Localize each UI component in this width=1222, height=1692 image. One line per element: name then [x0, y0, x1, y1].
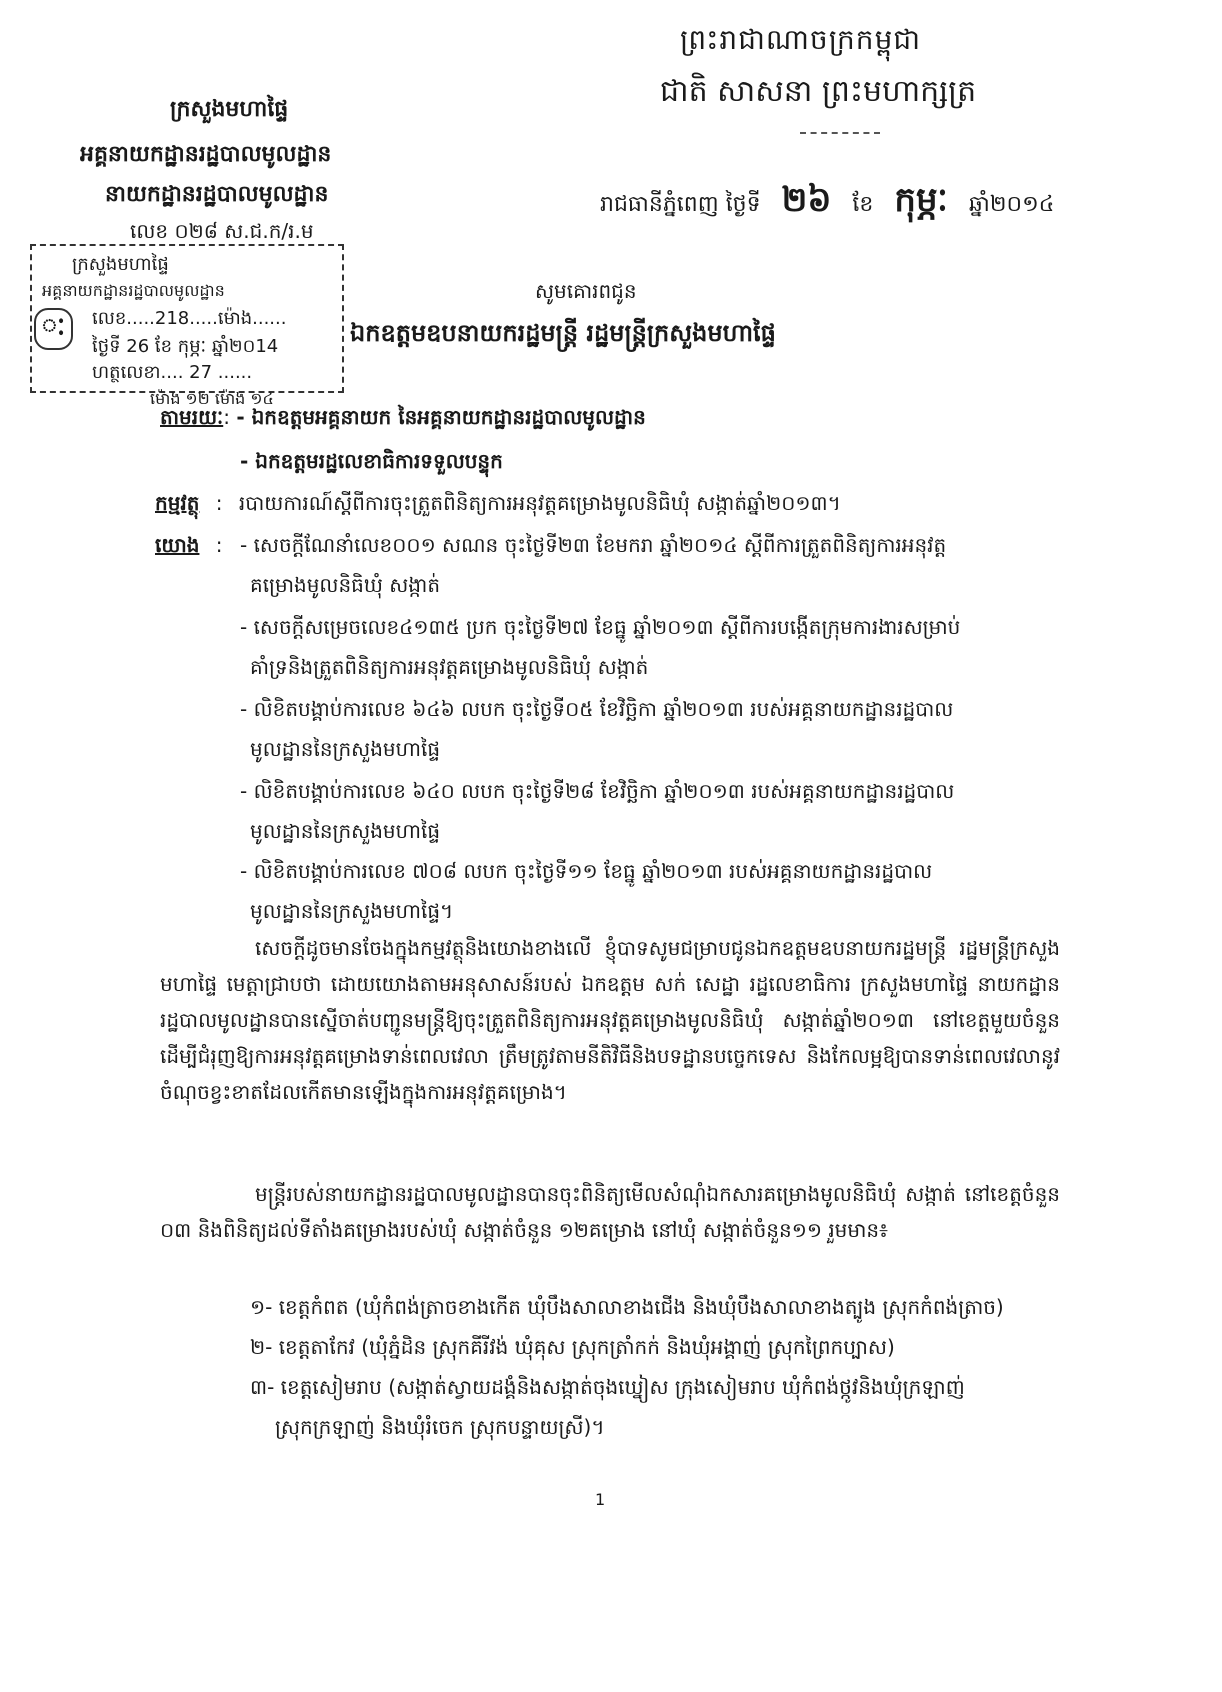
references-label: យោង — [155, 533, 200, 557]
body-paragraph-2: មន្ត្រីរបស់នាយកដ្ឋានរដ្ឋបាលមូលដ្ឋានបានចុះពិនិត្យមើលសំណុំឯកសារគម្រោងមូលនិធិឃុំ សង្កាត់ នៅខេត្តចំនួន ០៣ និងពិនិត្យដល់ទីតាំងគម្រោងរបស់ឃុំ សង្កាត់ចំនួន ១២គម្រោង នៅឃុំ សង្កាត់ចំនួន១១ រួមមាន៖ — [160, 1182, 1060, 1242]
subject-text: របាយការណ៍ស្តីពីការចុះត្រួតពិនិត្យការអនុវត្តគម្រោងមូលនិធិឃុំ សង្កាត់ឆ្នាំ២០១៣។ — [238, 491, 841, 515]
page-number: 1 — [595, 1490, 606, 1509]
reference-item-cont: មូលដ្ឋាននៃក្រសួងមហាផ្ទៃ — [250, 737, 441, 761]
via-item-1: - ឯកឧត្តមអគ្គនាយក នៃអគ្គនាយកដ្ឋានរដ្ឋបាលមូលដ្ឋាន — [236, 405, 646, 429]
reference-item-cont: មូលដ្ឋាននៃក្រសួងមហាផ្ទៃ។ — [250, 899, 454, 923]
department-name: នាយកដ្ឋានរដ្ឋបាលមូលដ្ឋាន — [105, 182, 329, 207]
stamp-line-2: អគ្គនាយកដ្ឋានរដ្ឋបាលមូលដ្ឋាន — [42, 281, 225, 300]
date-month-label: ខែ — [852, 192, 874, 217]
general-department-name: អគ្គនាយកដ្ឋានរដ្ឋបាលមូលដ្ឋាន — [80, 142, 332, 167]
province-list-item: ៣- ខេត្តសៀមរាប (សង្កាត់ស្វាយដង្គំនិងសង្កាត់ចុងឃ្នៀស ក្រុងសៀមរាប ឃុំកំពង់ថ្កូវនិងឃុំក្រឡាញ់ — [250, 1375, 965, 1399]
stamp-number-mark: ៈ — [34, 308, 73, 350]
motto-divider — [800, 132, 880, 134]
via-item-2: - ឯកឧត្តមរដ្ឋលេខាធិការទទួលបន្ទុក — [240, 449, 503, 473]
reference-item: - លិខិតបង្គាប់ការលេខ ៧០៨ លបក ចុះថ្ងៃទី១១ ខែធ្នូ ឆ្នាំ២០១៣ របស់អគ្គនាយកដ្ឋានរដ្ឋបាល — [240, 859, 933, 883]
salutation: សូមគោរពជូន — [535, 279, 637, 303]
stamp-line-4: ថ្ងៃទី 26 ខែ កុម្ភៈ ឆ្នាំ២០14 — [92, 336, 279, 357]
stamp-line-3: លេខ.....218.....ម៉ោង...... — [92, 308, 287, 329]
stamp-line-5: ហត្ថលេខា.... 27 ...... — [92, 362, 253, 383]
subject-row: កម្មវត្ថុ : របាយការណ៍ស្តីពីការចុះត្រួតពិនិត្យការអនុវត្តគម្រោងមូលនិធិឃុំ សង្កាត់ឆ្នាំ២០១៣។ — [155, 491, 841, 515]
recipient-name: ឯកឧត្តមឧបនាយករដ្ឋមន្ត្រី រដ្ឋមន្ត្រីក្រសួងមហាផ្ទៃ — [350, 319, 776, 347]
via-row: តាមរយៈ: - ឯកឧត្តមអគ្គនាយក នៃអគ្គនាយកដ្ឋានរដ្ឋបាលមូលដ្ឋាន — [160, 405, 646, 429]
reference-item: - សេចក្តីណែនាំលេខ០០១ សណន ចុះថ្ងៃទី២៣ ខែមករា ឆ្នាំ២០១៤ ស្តីពីការត្រួតពិនិត្យការអនុវត្ត — [240, 533, 947, 557]
reference-item-cont: មូលដ្ឋាននៃក្រសួងមហាផ្ទៃ — [250, 819, 441, 843]
date-prefix: រាជធានីភ្នំពេញ ថ្ងៃទី — [600, 192, 761, 217]
reference-item: - លិខិតបង្គាប់ការលេខ ៦៤៦ លបក ចុះថ្ងៃទី០៥ ខែវិច្ឆិកា ឆ្នាំ២០១៣ របស់អគ្គនាយកដ្ឋានរដ្ឋបាល — [240, 697, 954, 721]
reference-number: លេខ ០២៨ ស.ជ.ក/រ.ម — [130, 219, 314, 243]
kingdom-title: ព្រះរាជាណាចក្រកម្ពុជា — [680, 23, 922, 56]
stamp-line-1: ក្រសួងមហាផ្ទៃ — [72, 254, 169, 275]
reference-item-cont: គាំទ្រនិងត្រួតពិនិត្យការអនុវត្តគម្រោងមូលនិធិឃុំ សង្កាត់ — [250, 655, 649, 679]
subject-label: កម្មវត្ថុ — [155, 491, 200, 515]
date-month: កុម្ភៈ — [894, 180, 948, 220]
ministry-name: ក្រសួងមហាផ្ទៃ — [170, 97, 289, 122]
stamp-tail: ម៉ោង ១២ ម៉ោង ១៤ — [150, 389, 274, 408]
date-year: ឆ្នាំ២០១៤ — [968, 192, 1055, 217]
received-stamp — [30, 244, 344, 393]
province-list-item: ១- ខេត្តកំពត (ឃុំកំពង់ត្រាចខាងកើត ឃុំបឹងសាលាខាងជើង និងឃុំបឹងសាលាខាងត្បូង ស្រុកកំពង់ត្រាច) — [250, 1295, 1004, 1319]
body-paragraph-1: សេចក្តីដូចមានចែងក្នុងកម្មវត្ថុនិងយោងខាងលើ ខ្ញុំបាទសូមជម្រាបជូនឯកឧត្តមឧបនាយករដ្ឋមន្ត្រី រដ្ឋមន្ត្រីក្រសួងមហាផ្ទៃ មេត្តាជ្រាបថា ដោយយោងតាមអនុសាសន៍របស់ ឯកឧត្តម សក់ សេដ្ឋា រដ្ឋលេខាធិការ ក្រសួងមហាផ្ទៃ នាយកដ្ឋានរដ្ឋបាលមូលដ្ឋានបានស្នើចាត់បញ្ជូនមន្ត្រីឱ្យចុះត្រួតពិនិត្យការអនុវត្តគម្រោងមូលនិធិឃុំ សង្កាត់ឆ្នាំ២០១៣ នៅខេត្តមួយចំនួន ដើម្បីជំរុញឱ្យការអនុវត្តគម្រោងទាន់ពេលវេលា ត្រឹមត្រូវតាមនីតិវិធីនិងបទដ្ឋានបច្ចេកទេស និងកែលម្អឱ្យបានទាន់ពេលវេលានូវចំណុចខ្វះខាតដែលកើតមានឡើងក្នុងការអនុវត្តគម្រោង។ — [160, 936, 1060, 1104]
reference-item: - សេចក្តីសម្រេចលេខ៤១៣៥ ប្រក ចុះថ្ងៃទី២៧ ខែធ្នូ ឆ្នាំ២០១៣ ស្តីពីការបង្កើតក្រុមការងារសម្រាប់ — [240, 615, 961, 639]
letter-date — [600, 178, 1054, 228]
reference-item: - លិខិតបង្គាប់ការលេខ ៦៤០ លបក ចុះថ្ងៃទី២៨ ខែវិច្ឆិកា ឆ្នាំ២០១៣ របស់អគ្គនាយកដ្ឋានរដ្ឋបាល — [240, 779, 955, 803]
reference-item-cont: គម្រោងមូលនិធិឃុំ សង្កាត់ — [250, 573, 441, 597]
references-label-row: យោង : — [155, 533, 223, 557]
via-label: តាមរយៈ — [160, 405, 224, 429]
province-list-item: ២- ខេត្តតាកែវ (ឃុំភ្នំដិន ស្រុកគីរីវង់ ឃុំគុស ស្រុកត្រាំកក់ និងឃុំអង្គាញ់ ស្រុកព្រៃកប្បាស) — [250, 1335, 895, 1359]
kingdom-motto: ជាតិ សាសនា ព្រះមហាក្សត្រ — [660, 74, 977, 109]
province-list-item-cont: ស្រុកក្រឡាញ់ និងឃុំរំចេក ស្រុកបន្ទាយស្រី)។ — [275, 1415, 605, 1439]
date-day: ២៦ — [781, 180, 832, 220]
